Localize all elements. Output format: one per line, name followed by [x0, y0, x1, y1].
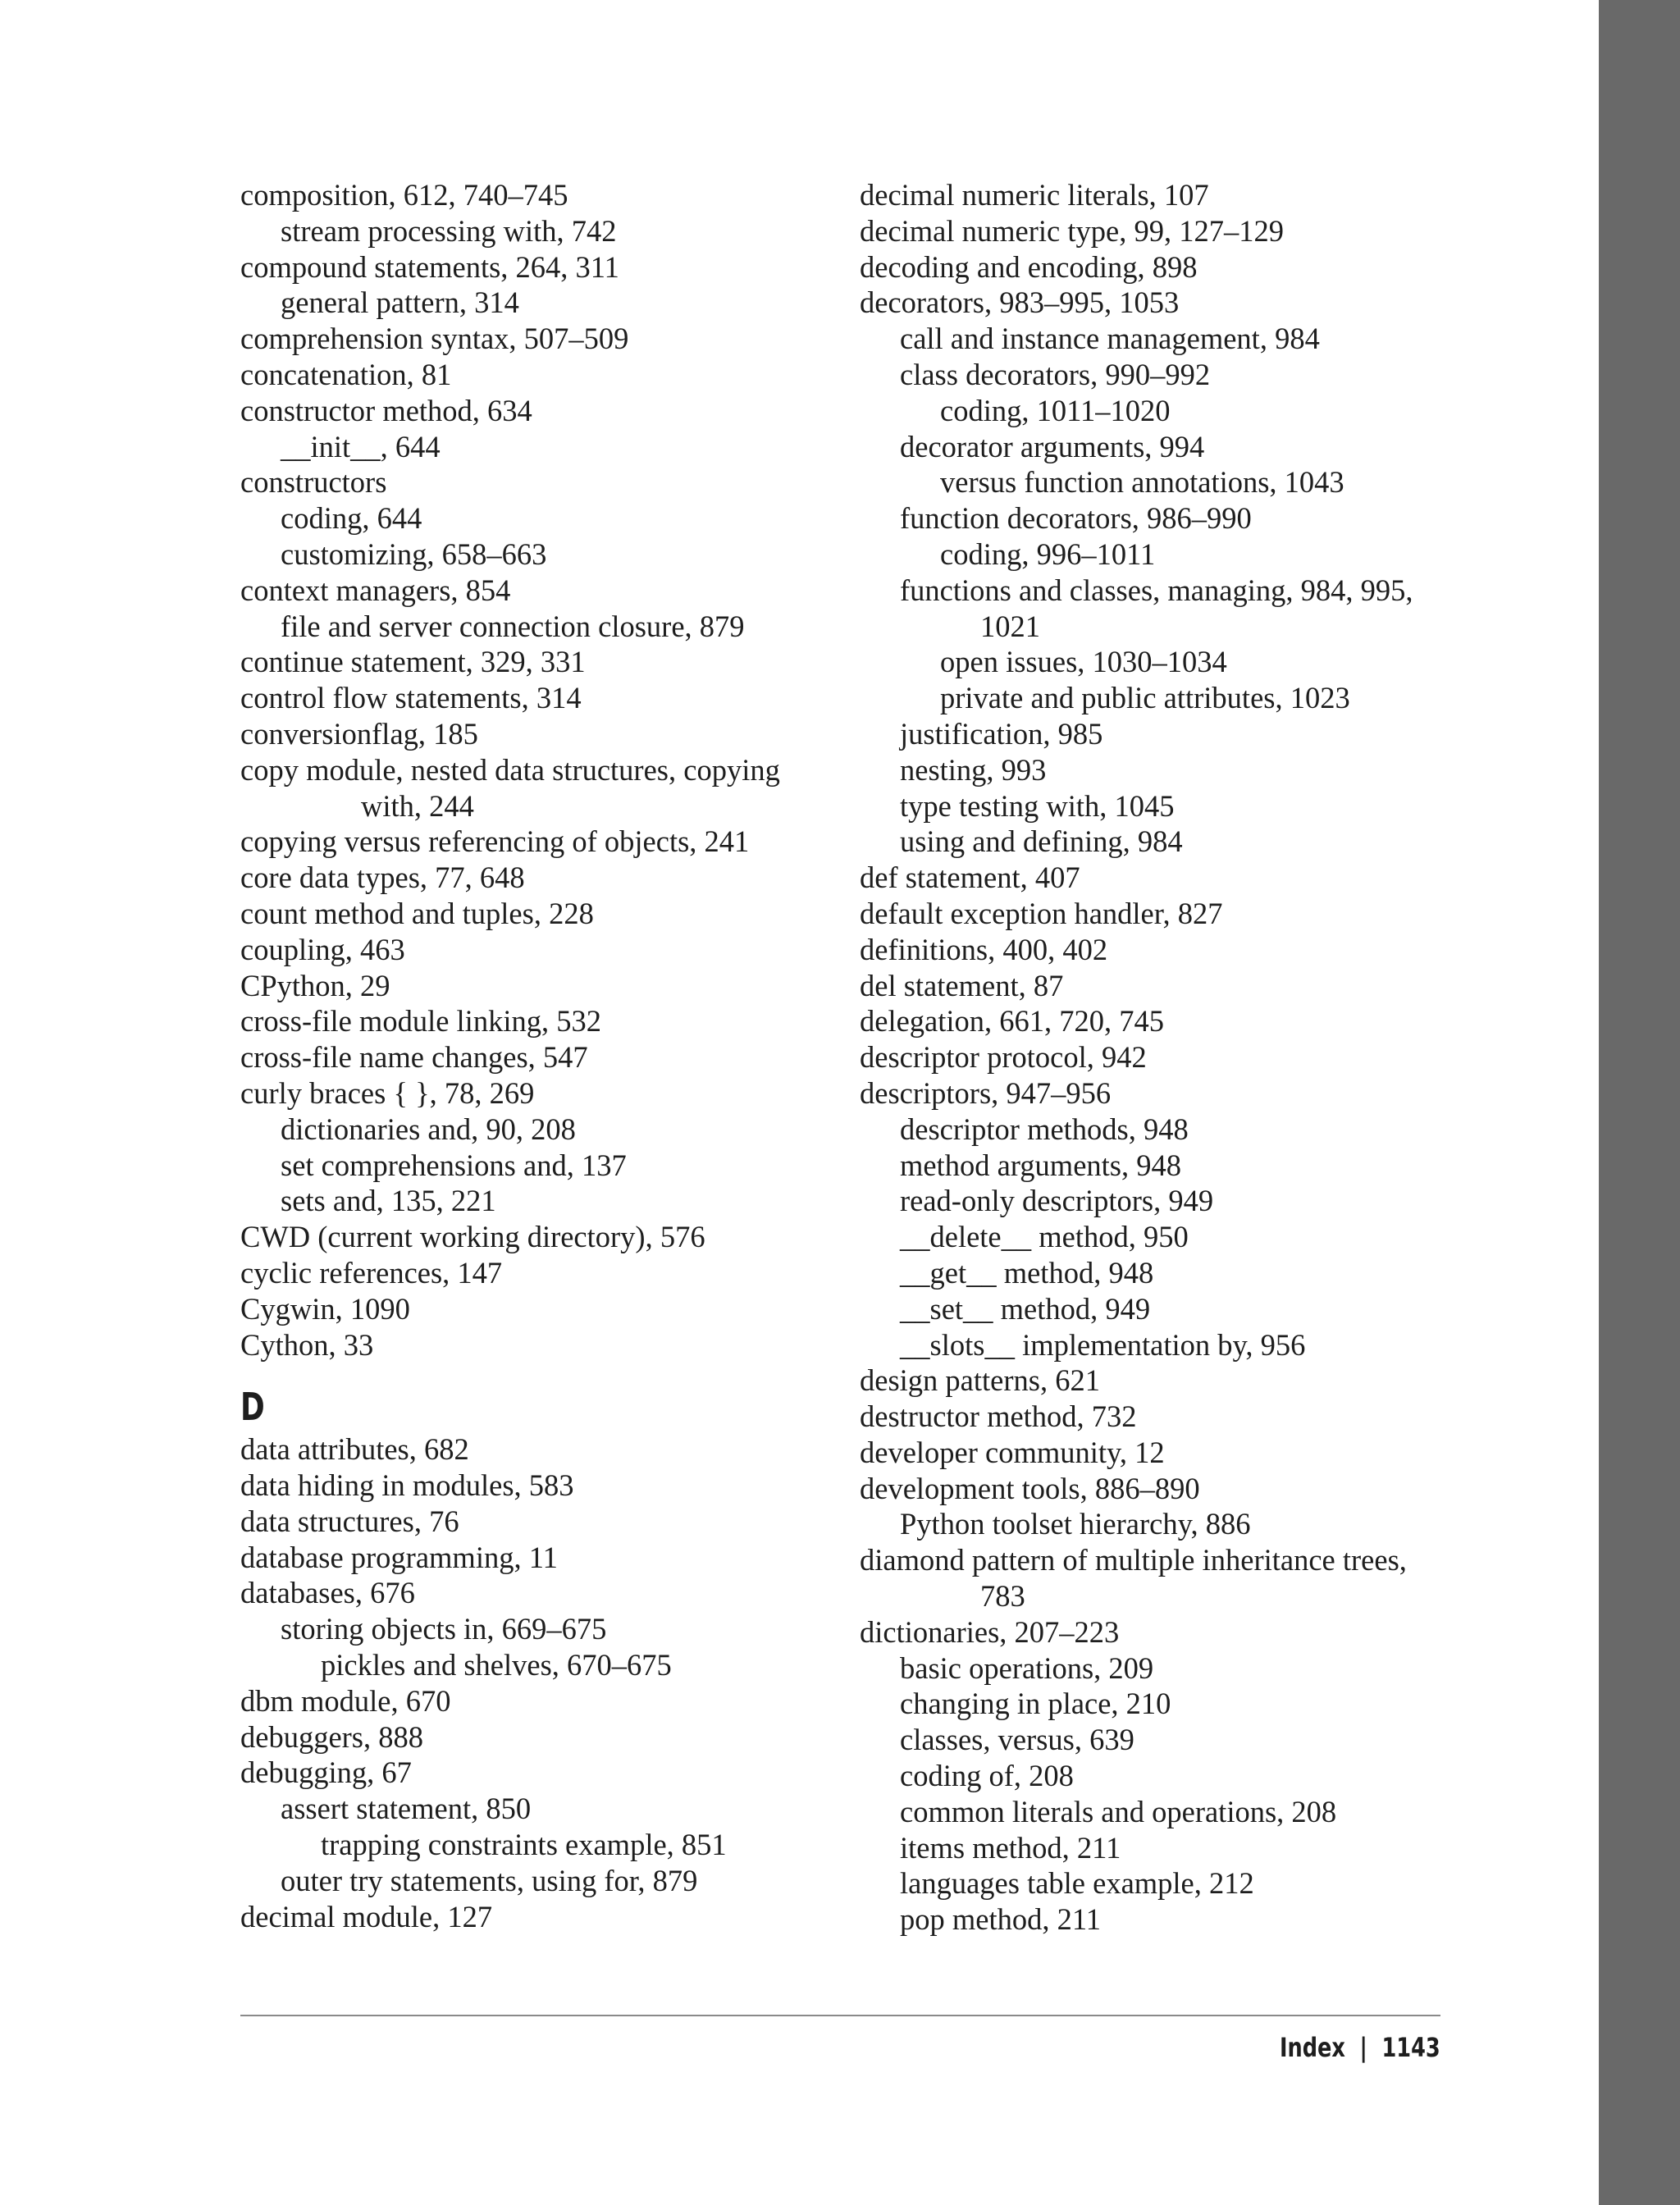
index-entry: def statement, 407 [860, 861, 1080, 895]
index-subentry: method arguments, 948 [900, 1148, 1181, 1182]
index-entry-continuation: 1021 [980, 609, 1040, 643]
index-entry: cyclic references, 147 [240, 1255, 503, 1290]
index-subentry: coding of, 208 [900, 1759, 1074, 1793]
index-entry: descriptor protocol, 942 [860, 1040, 1147, 1075]
index-column-right [860, 177, 1459, 1938]
index-entry: CPython, 29 [240, 968, 390, 1002]
index-entry: CWD (current working directory), 576 [240, 1220, 705, 1254]
index-subentry: general pattern, 314 [281, 285, 519, 320]
section-heading-d: D [240, 1385, 265, 1430]
index-subentry: open issues, 1030–1034 [940, 645, 1227, 679]
index-subentry: coding, 644 [281, 501, 422, 536]
index-entry: diamond pattern of multiple inheritance trees, [860, 1543, 1407, 1577]
index-entry: data attributes, 682 [240, 1432, 469, 1467]
index-entry: core data types, 77, 648 [240, 861, 525, 895]
index-entry: Cython, 33 [240, 1327, 374, 1362]
index-subentry: languages table example, 212 [900, 1866, 1254, 1901]
index-entry: context managers, 854 [240, 573, 511, 607]
index-entry: control flow statements, 314 [240, 681, 582, 715]
index-subentry: classes, versus, 639 [900, 1723, 1134, 1757]
index-subentry: common literals and operations, 208 [900, 1794, 1337, 1828]
index-entry: dbm module, 670 [240, 1683, 451, 1718]
index-subentry: set comprehensions and, 137 [281, 1148, 627, 1182]
index-subentry: call and instance management, 984 [900, 322, 1320, 356]
index-entry: coupling, 463 [240, 932, 405, 966]
index-subentry: functions and classes, managing, 984, 995, [900, 573, 1413, 607]
index-subentry: private and public attributes, 1023 [940, 681, 1350, 715]
index-entry: definitions, 400, 402 [860, 932, 1108, 966]
index-entry: compound statements, 264, 311 [240, 249, 619, 284]
page-number: 1143 [1381, 2032, 1440, 2063]
index-subentry: outer try statements, using for, 879 [281, 1863, 698, 1897]
index-column-left [240, 177, 831, 1934]
left-block-1 [240, 177, 831, 788]
index-subentry: dictionaries and, 90, 208 [281, 1112, 576, 1146]
index-subentry: __slots__ implementation by, 956 [900, 1327, 1306, 1362]
index-entry: descriptors, 947–956 [860, 1075, 1112, 1110]
index-entry: decoding and encoding, 898 [860, 249, 1198, 284]
index-subentry: __init__, 644 [281, 429, 441, 463]
index-subentry: stream processing with, 742 [281, 213, 617, 248]
footer-section-label: Index [1280, 2032, 1346, 2063]
index-entry: cross-file module linking, 532 [240, 1004, 601, 1039]
index-subentry: nesting, 993 [900, 752, 1047, 787]
index-entry: copying versus referencing of objects, 241 [240, 824, 750, 859]
left-block-3 [240, 1431, 831, 1934]
index-entry: comprehension syntax, 507–509 [240, 322, 629, 356]
index-entry: cross-file name changes, 547 [240, 1040, 588, 1075]
index-subentry: items method, 211 [900, 1830, 1121, 1865]
index-entry: default exception handler, 827 [860, 896, 1223, 930]
index-subentry: changing in place, 210 [900, 1687, 1171, 1721]
index-subentry: pop method, 211 [900, 1902, 1102, 1937]
index-entry: Cygwin, 1090 [240, 1291, 410, 1326]
index-entry: decimal numeric type, 99, 127–129 [860, 213, 1284, 248]
index-subentry: read-only descriptors, 949 [900, 1184, 1214, 1218]
index-entry: decorators, 983–995, 1053 [860, 285, 1180, 320]
thumb-index-tab [1599, 0, 1680, 2205]
index-subentry: sets and, 135, 221 [281, 1184, 496, 1218]
index-subentry: decorator arguments, 994 [900, 429, 1205, 463]
index-entry: decimal module, 127 [240, 1899, 493, 1933]
index-subentry: function decorators, 986–990 [900, 501, 1252, 536]
index-entry: dictionaries, 207–223 [860, 1614, 1120, 1649]
index-subentry: Python toolset hierarchy, 886 [900, 1507, 1251, 1541]
index-subentry: coding, 1011–1020 [940, 393, 1171, 427]
index-entry: copy module, nested data structures, copying [240, 752, 780, 787]
index-entry: constructor method, 634 [240, 393, 532, 427]
index-entry: composition, 612, 740–745 [240, 178, 568, 212]
page-footer [1280, 2026, 1440, 2069]
index-subentry: file and server connection closure, 879 [281, 609, 745, 643]
index-entry: data structures, 76 [240, 1504, 459, 1538]
index-entry: design patterns, 621 [860, 1363, 1100, 1398]
index-entry: database programming, 11 [240, 1540, 558, 1574]
index-entry: debugging, 67 [240, 1755, 412, 1790]
index-entry-continuation: with, 244 [361, 788, 474, 823]
index-subentry: assert statement, 850 [281, 1792, 532, 1826]
index-subentry: __delete__ method, 950 [900, 1220, 1189, 1254]
index-subentry: basic operations, 209 [900, 1650, 1154, 1685]
index-entry: continue statement, 329, 331 [240, 645, 586, 679]
index-subentry: versus function annotations, 1043 [940, 465, 1344, 500]
right-block-3 [860, 1614, 1459, 1938]
index-entry: del statement, 87 [860, 968, 1064, 1002]
footer-rule [240, 2015, 1440, 2016]
left-block-2 [240, 824, 831, 1363]
index-subentry: coding, 996–1011 [940, 536, 1156, 571]
index-subentry: type testing with, 1045 [900, 788, 1175, 823]
index-subentry: class decorators, 990–992 [900, 357, 1211, 391]
index-entry: delegation, 661, 720, 745 [860, 1004, 1165, 1039]
index-subentry: pickles and shelves, 670–675 [321, 1648, 672, 1682]
index-entry: conversionflag, 185 [240, 716, 478, 751]
index-entry: decimal numeric literals, 107 [860, 178, 1209, 212]
index-entry: curly braces { }, 78, 269 [240, 1075, 535, 1110]
index-subentry: descriptor methods, 948 [900, 1112, 1189, 1146]
index-entry: data hiding in modules, 583 [240, 1468, 574, 1503]
index-subentry: trapping constraints example, 851 [321, 1828, 727, 1862]
index-subentry: __set__ method, 949 [900, 1291, 1151, 1326]
index-entry: count method and tuples, 228 [240, 896, 594, 930]
index-subentry: customizing, 658–663 [281, 536, 547, 571]
index-entry: constructors [240, 465, 387, 500]
index-entry: debuggers, 888 [240, 1719, 424, 1754]
index-subentry: justification, 985 [900, 716, 1103, 751]
index-subentry: using and defining, 984 [900, 824, 1183, 859]
index-entry-continuation: 783 [980, 1579, 1025, 1614]
index-subentry: storing objects in, 669–675 [281, 1612, 607, 1646]
index-subentry: __get__ method, 948 [900, 1255, 1154, 1290]
index-entry: databases, 676 [240, 1576, 415, 1610]
right-block-2 [860, 644, 1459, 1578]
index-entry: concatenation, 81 [240, 357, 452, 391]
right-block-1 [860, 177, 1459, 609]
index-entry: destructor method, 732 [860, 1399, 1137, 1434]
index-entry: development tools, 886–890 [860, 1471, 1200, 1505]
footer-separator: | [1359, 2032, 1368, 2063]
index-entry: developer community, 12 [860, 1435, 1165, 1469]
